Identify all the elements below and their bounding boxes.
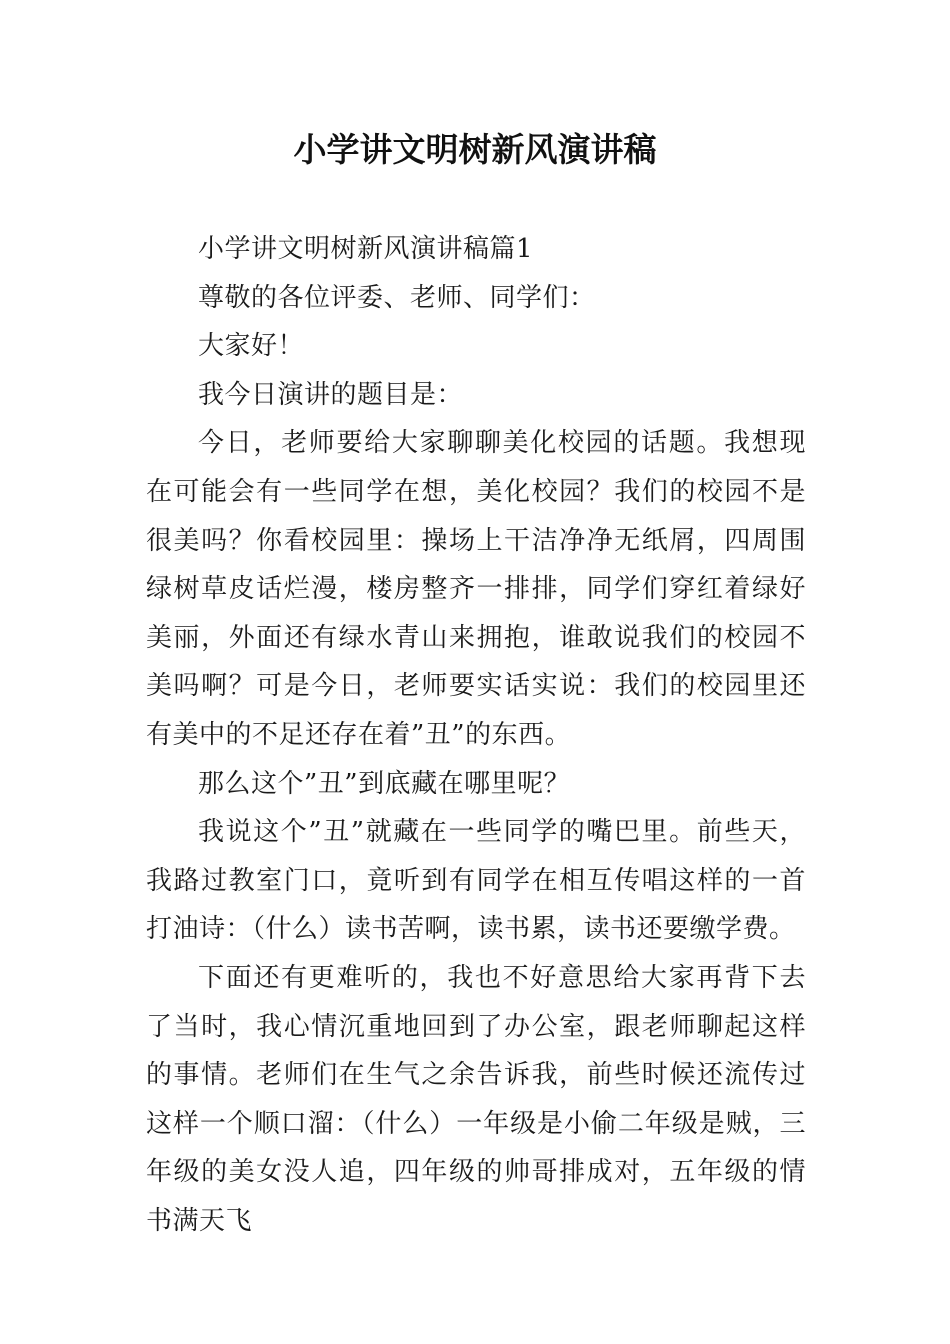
paragraph-section-heading: 小学讲文明树新风演讲稿篇1 [198,234,534,264]
document-title: 小学讲文明树新风演讲稿 [293,130,657,169]
paragraph-body: 下面还有更难听的，我也不好意思给大家再背下去了当时，我心情沉重地回到了办公室，跟老师聊起这样的事情。老师们在生气之余告诉我，前些时候还流传过这样一个顺口溜：（什么）一年级是小偷二年级是贼，三年级的美女没人追，四年级的帅哥排成对，五年级的情书满天飞 [146,962,806,1236]
document-body [146,225,806,1245]
paragraph-topic-intro: 我今日演讲的题目是： [198,379,464,410]
paragraph-body: 今日，老师要给大家聊聊美化校园的话题。我想现在可能会有一些同学在想，美化校园？我们的校园不是很美吗？你看校园里：操场上干洁净净无纸屑，四周围绿树草皮话烂漫，楼房整齐一排排，同学们穿红着绿好美丽，外面还有绿水青山来拥抱，谁敢说我们的校园不美吗啊？可是今日，老师要实话实说：我们的校园里还有美中的不足还存在着”丑”的东西。 [146,428,806,750]
paragraph-greeting: 大家好！ [198,331,305,362]
paragraph-body: 那么这个”丑”到底藏在哪里呢？ [198,768,571,799]
paragraph-salutation: 尊敬的各位评委、老师、同学们： [198,282,596,313]
paragraph-body: 我说这个”丑”就藏在一些同学的嘴巴里。前些天，我路过教室门口，竟听到有同学在相互传唱这样的一首打油诗：（什么）读书苦啊，读书累，读书还要缴学费。 [146,817,806,945]
